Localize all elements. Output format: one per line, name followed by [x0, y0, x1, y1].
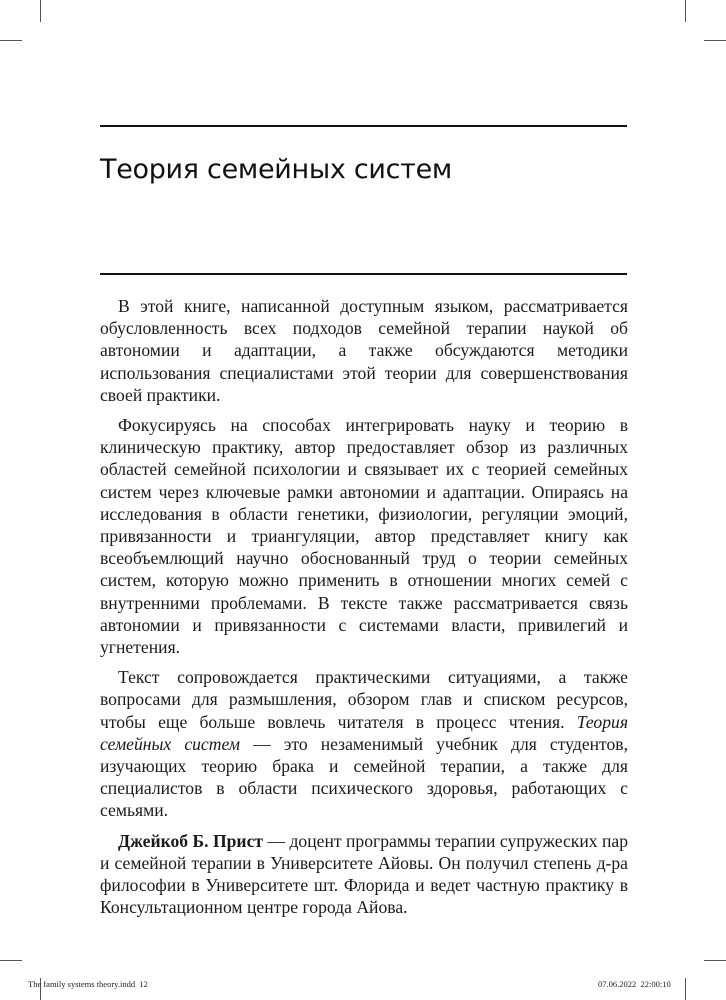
paragraph-1: В этой книге, написанной доступным языком, рассматривается обусловленность всех подходов семейной терапии наукой об автономии и адаптации, а также обсуждаются методики использования специалистами этой теории для совершенствования своей практики.: [100, 296, 628, 405]
footer-date: 07.06.2022: [598, 979, 637, 989]
top-rule: [100, 125, 627, 127]
paragraph-3: [100, 666, 628, 821]
crop-mark-right-top: [704, 40, 726, 41]
crop-mark-left-top: [0, 40, 22, 41]
book-title-emphasis: Теория семейных систем: [100, 711, 628, 754]
footer-page: 12: [139, 979, 148, 989]
paragraph-3-text: Текст сопровождается практическими ситуациями, а также вопросами для размышления, обзором глав и списком ресурсов, чтобы еще больше вовлечь читателя в процесс чтения.: [100, 667, 628, 732]
crop-mark-top-right: [685, 0, 686, 22]
crop-mark-left-bottom: [0, 960, 22, 961]
footer-timestamp: [598, 979, 671, 989]
crop-mark-top-left: [40, 0, 41, 22]
author-name: Джейкоб Б. Прист: [118, 830, 264, 851]
author-bio-text: — доцент программы терапии супружеских пар и семейной терапии в Университете Айовы. Он получил степень д-ра философии в Университете шт. Флорида и ведет частную практику в Консультационном центре города Айова.: [100, 830, 628, 918]
footer-filename: The family systems theory.indd: [28, 979, 136, 989]
mid-rule: [100, 273, 627, 275]
body-text: [100, 295, 628, 926]
paragraph-2: Фокусируясь на способах интегрировать науку и теорию в клиническую практику, автор предоставляет обзор из различных областей семейной психологии и связывает их с теорией семейных систем через ключевые рамки автономии и адаптации. Опираясь на исследования в области генетики, физиологии, регуляции эмоций, привязанности и триангуляции, автор представляет книгу как всеобъемлющий научно обоснованный труд о теории семейных систем, которую можно применить в отношении многих семей с внутренними проблемами. В тексте также рассматривается связь автономии и привязанности с системами власти, привилегий и угнетения.: [100, 415, 628, 658]
crop-mark-right-bottom: [704, 960, 726, 961]
footer-file: [28, 979, 148, 989]
author-bio: [100, 830, 628, 919]
footer-time: 22:00:10: [640, 979, 671, 989]
paragraph-3-text-end: — это незаменимый учебник для студентов, изучающих теорию брака и семейной терапии, а также для специалистов в области психического здоровья, работающих с семьями.: [100, 733, 628, 821]
crop-mark-bottom-right: [685, 978, 686, 1000]
page-title: Теория семейных систем: [100, 154, 452, 186]
